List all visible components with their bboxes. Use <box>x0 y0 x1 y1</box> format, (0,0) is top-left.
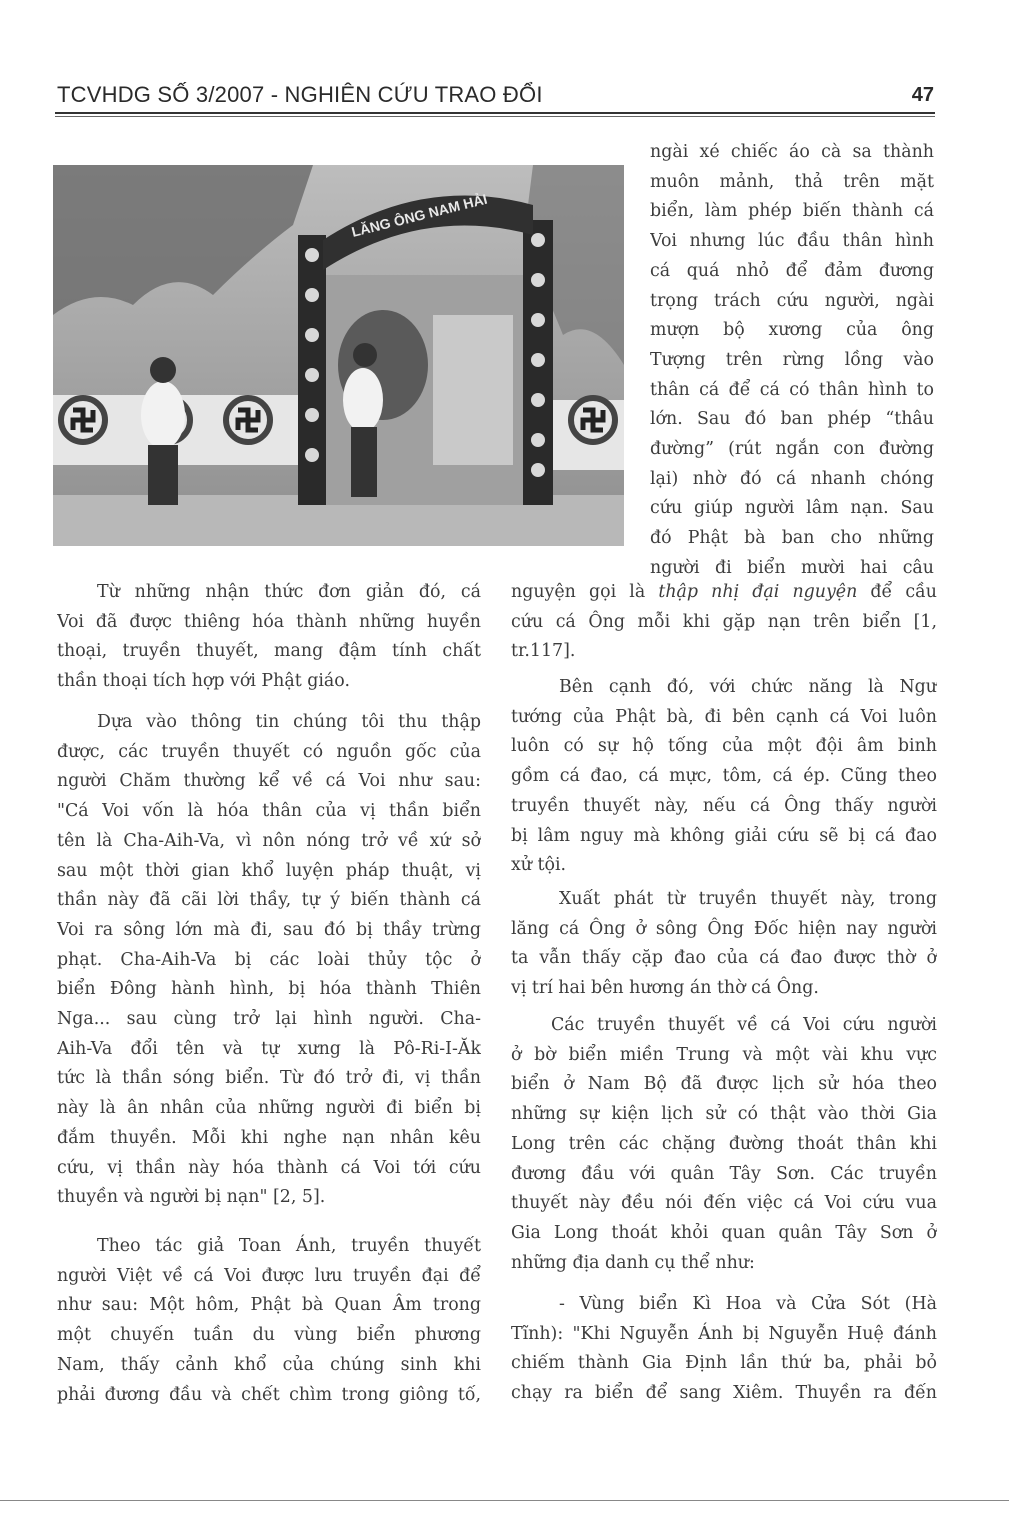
right-paragraph-1 <box>511 673 937 881</box>
text-line: vị trí hai bên hương án thờ cá Ông. <box>511 978 819 999</box>
text-line: Long trên các chặng đường thoát thân khi <box>511 1133 937 1154</box>
text-line: thoại, truyền thuyết, mang đậm tính chất <box>57 641 481 662</box>
right-paragraph-2 <box>511 885 937 1004</box>
text-line: đó Phật bà ban cho những <box>650 528 934 549</box>
text-line: trọng trách cứu người, ngài <box>650 290 934 311</box>
text-line: thần này đã cãi lời thầy, tự ý biến thành cá <box>57 890 481 911</box>
right-paragraph-3 <box>511 1011 937 1278</box>
temple-gate-photo <box>53 165 624 546</box>
text-line: thân cá để cá có thân hình to <box>650 379 934 400</box>
text-line: Bên cạnh đó, với chức năng là Ngư <box>559 677 937 697</box>
text-line: lớn. Sau đó ban phép “thâu <box>650 409 934 430</box>
text-line: Xuất phát từ truyền thuyết này, trong <box>559 889 937 909</box>
text-line: một chuyến tuần du vùng biển phương <box>57 1325 481 1346</box>
text-line: chiếm thành Gia Định lần thứ ba, phải bỏ <box>511 1353 937 1374</box>
text-line: xử tội. <box>511 855 567 876</box>
text-line: Tĩnh): "Khi Nguyễn Ánh bị Nguyễn Huệ đánh <box>511 1323 937 1344</box>
right-column-continuation <box>511 578 937 667</box>
text-line: phải đương đầu và chết chìm trong giông tố, <box>57 1384 481 1405</box>
text-line: những sự kiện lịch sử có thật vào thời Gia <box>511 1104 937 1125</box>
text-line: Voi nhưng lúc đầu thân hình <box>650 231 934 252</box>
text-line: Nam, thấy cảnh khổ của chúng sinh khi <box>57 1354 481 1375</box>
text-line: được, các truyền thuyết có nguồn gốc của <box>57 741 481 762</box>
text-line: cứu giúp người lâm nạn. Sau <box>650 498 934 519</box>
text-run: nguyện gọi là <box>511 582 659 602</box>
left-paragraph-2 <box>57 708 481 1213</box>
text-line: biển Đông hành hình, bị hóa thành Thiên <box>57 979 481 1000</box>
text-line: ta vẫn thấy cặp đao của cá đao được thờ ở <box>511 948 937 969</box>
text-line: Tượng trên rừng lồng vào <box>650 349 934 370</box>
text-line: luôn có sự hộ tống của một đội âm binh <box>511 736 937 757</box>
header-rule-thin <box>55 116 935 117</box>
text-line: này là ân nhân của những người đi biển bị <box>57 1098 481 1119</box>
page-number: 47 <box>911 84 934 106</box>
journal-title: TCVHDG SỐ 3/2007 - NGHIÊN CỨU TRAO ĐỔI <box>57 82 543 107</box>
page-bottom-edge <box>0 1500 1009 1501</box>
text-line: đắm thuyền. Mỗi khi nghe nạn nhân kêu <box>57 1127 481 1148</box>
text-line: tên là Cha-Aih-Va, vì nôn nóng trở về xứ sở <box>57 830 481 851</box>
text-line: đương đầu với quân Tây Sơn. Các truyền <box>511 1163 937 1184</box>
text-line: mượn bộ xương của ông <box>650 320 934 341</box>
text-line: người đi biển mười hai câu <box>650 557 934 578</box>
text-line: Voi đã được thiêng hóa thành những huyền <box>57 611 481 632</box>
text-line: phạt. Cha-Aih-Va bị các loài thủy tộc ở <box>57 949 481 970</box>
gate-sign-text: LĂNG ÔNG NAM HẢI <box>349 190 489 240</box>
text-line: ngài xé chiếc áo cà sa thành <box>650 142 934 162</box>
text-line: Các truyền thuyết về cá Voi cứu người <box>551 1015 937 1035</box>
text-line: bị lâm nguy mà không giải cứu sẽ bị cá đao <box>511 825 937 846</box>
text-line: như sau: Một hôm, Phật bà Quan Âm trong <box>57 1295 481 1316</box>
right-column-intro-text <box>650 138 934 584</box>
text-line: truyền thuyết này, nếu cá Ông thấy người <box>511 795 937 816</box>
text-line: cứu, vị thần này hóa thành cá Voi tới cứu <box>57 1157 481 1178</box>
text-line: sau một thời gian khổ luyện pháp thuật, vị <box>57 860 481 881</box>
text-line: đường” (rút ngắn con đường <box>650 439 934 460</box>
text-line: Nga... sau cùng trở lại hình người. Cha- <box>57 1009 481 1030</box>
text-line: cứu cá Ông mỗi khi gặp nạn trên biển [1, <box>511 611 937 632</box>
text-line: chạy ra biển để sang Xiêm. Thuyền ra đến <box>511 1383 937 1404</box>
text-line: Dựa vào thông tin chúng tôi thu thập <box>97 712 481 732</box>
text-line: lại) nhờ đó cá nhanh chóng <box>650 468 934 489</box>
text-line: muôn mảnh, thả trên mặt <box>650 171 934 192</box>
text-line: Voi ra sông lớn mà đi, sau đó bị thầy trừng <box>57 919 481 940</box>
text-line: Theo tác giả Toan Ánh, truyền thuyết <box>97 1236 481 1256</box>
text-line: biển ở Nam Bộ đã được lịch sử hóa theo <box>511 1074 937 1095</box>
right-paragraph-4 <box>511 1290 937 1409</box>
text-line: ở bờ biển miền Trung và một vài khu vực <box>511 1044 937 1065</box>
text-run: để cầu <box>857 582 937 602</box>
text-line: Gia Long thoát khỏi quan quân Tây Sơn ở <box>511 1222 937 1243</box>
running-header <box>57 80 934 114</box>
text-line: biển, làm phép biến thành cá <box>650 201 934 222</box>
text-line: "Cá Voi vốn là hóa thân của vị thần biển <box>57 801 481 822</box>
text-line: người Việt về cá Voi được lưu truyền đại để <box>57 1265 481 1286</box>
left-paragraph-3 <box>57 1232 481 1410</box>
text-line: tướng của Phật bà, đi bên cạnh cá Voi luôn <box>511 706 937 727</box>
text-line: tức là thần sóng biển. Từ đó trở đi, vị thần <box>57 1068 481 1089</box>
text-line-with-italic <box>511 578 937 608</box>
text-line: cá quá nhỏ để đảm đương <box>650 260 934 281</box>
header-rule-thick <box>55 112 935 114</box>
text-line: người Chăm thường kể về cá Voi như sau: <box>57 771 481 792</box>
italic-term: thập nhị đại nguyện <box>658 582 858 602</box>
text-line: lăng cá Ông ở sông Ông Đốc hiện nay người <box>511 918 937 939</box>
text-line: tr.117]. <box>511 641 576 662</box>
text-line: thần thoại tích hợp với Phật giáo. <box>57 671 350 692</box>
text-line: Từ những nhận thức đơn giản đó, cá <box>97 582 481 602</box>
text-line: - Vùng biển Kì Hoa và Cửa Sót (Hà <box>559 1294 937 1314</box>
text-line: thuyết này đều nói đến việc cá Voi cứu vua <box>511 1193 937 1214</box>
text-line: những địa danh cụ thể như: <box>511 1252 755 1273</box>
text-line: Aih-Va đổi tên và tự xưng là Pô-Ri-I-Ăk <box>57 1038 481 1059</box>
text-line: gồm cá đao, cá mực, tôm, cá ép. Cũng theo <box>511 766 937 787</box>
text-line: thuyền và người bị nạn" [2, 5]. <box>57 1187 326 1208</box>
left-paragraph-1 <box>57 578 481 697</box>
